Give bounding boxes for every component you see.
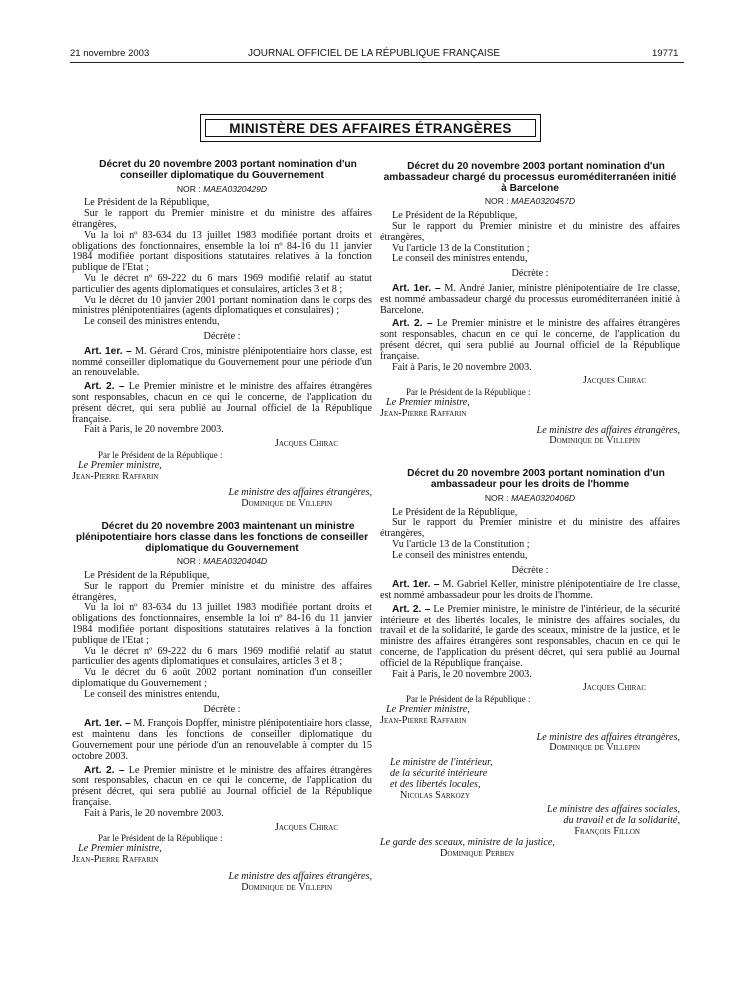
preamble-line: Le Président de la République, [84,570,210,582]
preamble-line: Vu le décret nº 69-222 du 6 mars 1969 modifié relatif au statut particulier des agents diplomatiques et consulaires, articles 3 et 8 ; [72,272,372,295]
pm-name: Jean-Pierre Raffarin [72,854,159,866]
minister-title: Le ministre des affaires étrangères, [536,424,680,436]
president-signature: Jacques Chirac [582,682,646,694]
minister-title: Le ministre des affaires étrangères, [228,870,372,882]
minister-name: Dominique de Villepin [241,881,332,893]
article-1: Art. 1er. – M. Gabriel Keller, ministre plénipotentiaire de 1re classe, est nommé ambassadeur pour les droits de l'homme. [380,579,681,602]
preamble-line: Vu la loi nº 83-634 du 13 juillet 1983 modifiée portant droits et obligations des fonctionnaires, ensemble la loi nº 84-16 du 11 janvier 1984 modifiée portant dispositions statutaires relatives à la fonction publique de l'Etat ; [72,229,372,274]
minister-name: Dominique de Villepin [549,435,640,447]
nor-reference: NOR : MAEA0320404D [176,556,268,567]
preamble-line: Vu le décret nº 69-222 du 6 mars 1969 modifié relatif au statut particulier des agents diplomatiques et consulaires, articles 3 et 8 ; [72,645,372,668]
by-president: Par le Président de la République : [98,833,223,844]
article-2: Art. 2. – Le Premier ministre et le ministre des affaires étrangères sont responsables, chacun en ce qui le concerne, de l'application du présent décret, qui sera publié au Journal officiel de la République française. [72,764,373,809]
minister-name: Dominique de Villepin [549,742,640,754]
preamble-line: Vu le décret du 10 janvier 2001 portant nomination dans le corps des ministres plénipotentiaires (agents diplomatiques et consulaires) ; [72,294,372,317]
decree-4 [380,469,680,859]
left-column [72,160,372,893]
done-at: Fait à Paris, le 20 novembre 2003. [84,424,224,436]
right-column [380,162,680,859]
pm-title: Le Premier ministre, [386,396,470,408]
by-president: Par le Président de la République : [98,449,223,460]
nor-reference: NOR : MAEA0320457D [484,196,576,207]
pm-title: Le Premier ministre, [386,704,470,716]
decree-2 [72,522,372,894]
decree-3 [380,162,680,447]
interior-minister-title: et des libertés locales, [390,778,481,790]
article-1: Art. 1er. – M. André Janier, ministre plénipotentiaire de 1re classe, est nommé ambassadeur chargé du processus euroméditerranéen initié à Barcelone. [380,282,680,316]
page-header [0,44,748,64]
preamble-line: Le Président de la République, [392,506,518,518]
done-at: Fait à Paris, le 20 novembre 2003. [392,361,532,373]
minister-title: Le ministre des affaires étrangères, [228,487,372,499]
done-at: Fait à Paris, le 20 novembre 2003. [392,668,532,680]
preamble-line: Sur le rapport du Premier ministre et du ministre des affaires étrangères, [72,208,372,230]
interior-minister-title: de la sécurité intérieure [390,768,488,780]
president-signature: Jacques Chirac [274,821,338,833]
preamble-line: Sur le rapport du Premier ministre et du ministre des affaires étrangères, [380,220,680,243]
article-2: Art. 2. – Le Premier ministre et le ministre des affaires étrangères sont responsables, chacun en ce qui le concerne, de l'application du présent décret, qui sera publié au Journal officiel de la République française. [72,381,373,425]
article-1: Art. 1er. – M. Gérard Cros, ministre plénipotentiaire hors classe, est nommé conseiller diplomatique du Gouvernement pour une période d'un an renouvelable. [72,345,373,379]
interior-minister-name: Nicolas Sarkozy [400,789,471,801]
decrete-heading: Décrète : [203,703,241,715]
nor-reference: NOR : MAEA0320406D [484,492,576,503]
preamble-line: Le conseil des ministres entendu, [392,253,528,265]
page-number: 19771 [652,48,679,59]
preamble-line: Vu l'article 13 de la Constitution ; [392,538,530,550]
decree-title: Décret du 20 novembre 2003 portant nomination d'un conseiller diplomatique du Gouvernement [99,159,357,181]
interior-minister-title: Le ministre de l'intérieur, [390,757,493,769]
preamble-line: Le Président de la République, [84,197,210,209]
decrete-heading: Décrète : [511,564,549,576]
preamble-line: Sur le rapport du Premier ministre et du ministre des affaires étrangères, [380,517,680,540]
nor-reference: NOR : MAEA0320429D [176,183,268,194]
preamble-line: Le conseil des ministres entendu, [392,549,528,561]
justice-minister-title: Le garde des sceaux, ministre de la justice, [380,836,555,848]
journal-title: JOURNAL OFFICIEL DE LA RÉPUBLIQUE FRANÇAISE [247,48,501,59]
decree-title: Décret du 20 novembre 2003 maintenant un ministre plénipotentiaire hors classe dans les fonctions de conseiller diplomatique du Gouvernement [75,520,369,554]
minister-title: Le ministre des affaires étrangères, [536,731,680,743]
done-at: Fait à Paris, le 20 novembre 2003. [84,807,224,819]
social-minister-name: François Fillon [574,826,640,838]
decree-1 [72,160,372,510]
preamble-line: Vu le décret du 6 août 2002 portant nomination d'un conseiller diplomatique du Gouvernement ; [72,667,372,690]
article-1: Art. 1er. – M. François Dopffer, ministre plénipotentiaire hors classe, est maintenu dans les fonctions de conseiller diplomatique du Gouvernement pour une période d'un an renouvelable à compter du 15 octobre 2003. [72,718,373,762]
decrete-heading: Décrète : [203,330,241,342]
header-date: 21 novembre 2003 [70,48,150,59]
pm-name: Jean-Pierre Raffarin [72,470,159,482]
president-signature: Jacques Chirac [582,375,646,387]
preamble-line: Le conseil des ministres entendu, [84,688,220,700]
minister-name: Dominique de Villepin [241,498,332,510]
preamble-line: Le Président de la République, [392,210,518,222]
preamble-line: Sur le rapport du Premier ministre et du ministre des affaires étrangères, [72,580,372,603]
preamble-line: Vu l'article 13 de la Constitution ; [392,242,530,254]
by-president: Par le Président de la République : [406,694,531,705]
decree-title: Décret du 20 novembre 2003 portant nomination d'un ambassadeur chargé du processus euroméditerranéen initié à Barcelone [383,161,677,194]
social-minister-title: du travail et de la solidarité, [563,815,680,827]
decree-title: Décret du 20 novembre 2003 portant nomination d'un ambassadeur pour les droits de l'homme [407,468,665,490]
preamble-line: Vu la loi nº 83-634 du 13 juillet 1983 modifiée portant droits et obligations des fonctionnaires, ensemble la loi nº 84-16 du 11 janvier 1984 modifiée portant dispositions statutaires relatives à la fonction publique de l'Etat ; [72,602,372,646]
header-rule [70,62,684,63]
article-2: Art. 2. – Le Premier ministre et le ministre des affaires étrangères sont responsables, chacun en ce qui le concerne, de l'application du présent décret, qui sera publié au Journal officiel de la République française. [380,318,681,362]
pm-title: Le Premier ministre, [78,843,162,855]
pm-name: Jean-Pierre Raffarin [380,714,467,726]
justice-minister-name: Dominique Perben [440,847,514,859]
social-minister-title: Le ministre des affaires sociales, [546,804,680,816]
ministry-box [200,114,541,142]
decrete-heading: Décrète : [511,268,549,280]
by-president: Par le Président de la République : [406,387,531,398]
president-signature: Jacques Chirac [274,438,338,450]
pm-title: Le Premier ministre, [78,459,162,471]
article-2: Art. 2. – Le Premier ministre, le ministre de l'intérieur, de la sécurité intérieure et des libertés locales, le ministre des affaires sociales, du travail et de la solidarité, le garde des sceaux, ministre de la justice, et le ministre des affaires étrangères sont responsables, chacun en ce qui le concerne, de l'application du présent décret, qui sera publié au Journal officiel de la République française. [380,603,680,669]
preamble-line: Le conseil des ministres entendu, [84,316,220,328]
ministry-title: MINISTÈRE DES AFFAIRES ÉTRANGÈRES [205,119,536,137]
pm-name: Jean-Pierre Raffarin [380,407,467,419]
